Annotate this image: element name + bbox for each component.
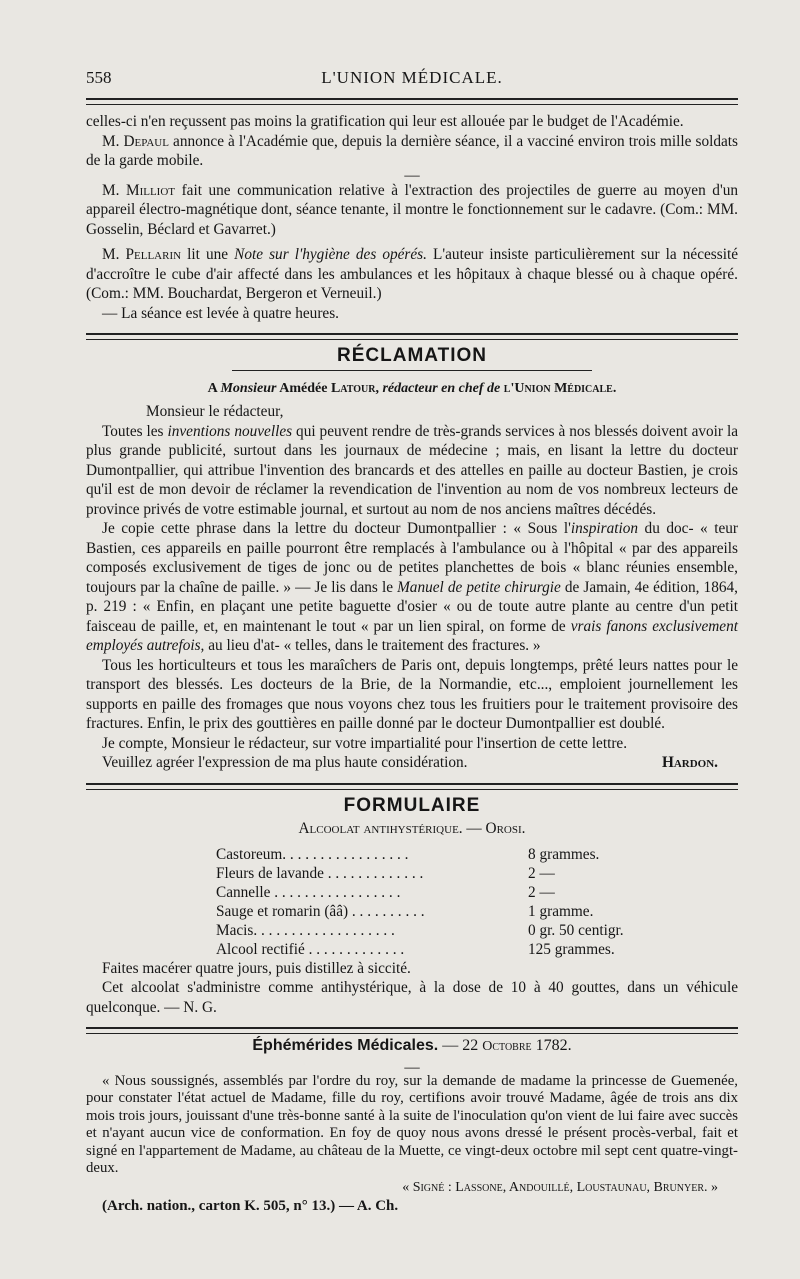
ingredient-quantity: 1 gramme.	[528, 902, 594, 920]
ingredient-quantity: 8 grammes.	[528, 845, 600, 863]
ingredient-name: Macis. . . . . . . . . . . . . . . . . . .	[216, 921, 395, 939]
emphasis: inspiration	[570, 520, 639, 537]
ephemerides-heading: Éphémérides Médicales.	[252, 1037, 439, 1054]
ingredient-name: Castoreum. . . . . . . . . . . . . . . . .	[216, 845, 409, 863]
ephemerides-date	[438, 1037, 571, 1054]
paragraph-text: du doc- « teur Bastien, ces appareils en paille pourront être remplacés à l'ambulance ou à l'hôpital « par des appareils composés exclusivement de tiges de jonc ou de petites planchettes de bois « blanc réunies ensemble, toujours par la chaîne de paille. » — Je lis dans le	[86, 520, 738, 596]
ingredient-quantity: 0 gr. 50 centigr.	[528, 921, 624, 939]
ingredient-row	[216, 864, 656, 883]
paragraph-text: Veuillez agréer l'expression de ma plus haute considération.	[102, 754, 468, 771]
separator-dash: —	[404, 1058, 420, 1076]
recipe-instruction: Faites macérer quatre jours, puis distillez à siccité.	[102, 959, 411, 977]
ephemerides-title	[86, 1036, 738, 1057]
ingredient-name: Alcool rectifié . . . . . . . . . . . . .	[216, 940, 405, 958]
letter-paragraph-2	[86, 519, 738, 656]
letter-paragraph-3: Tous les horticulteurs et tous les maraîchers de Paris ont, depuis longtemps, prêté leurs nattes pour le transport des blessés. Les docteurs de la Brie, de la Normandie, etc..., emploient journellement les supports en paille des fromages que nous voyons chez tous les fruitiers pour le traitement provisoire des fractures. Enfin, le prix des gouttières en paille donné par le docteur Dumontpallier est doublé.	[86, 656, 738, 732]
academy-paragraph-4	[86, 245, 738, 304]
date-part: 1782.	[531, 1037, 572, 1054]
date-month: Octobre	[482, 1039, 532, 1054]
running-head	[86, 68, 738, 92]
address-part: Monsieur	[220, 380, 277, 396]
title-underline	[232, 370, 592, 371]
date-part: — 22	[438, 1037, 483, 1054]
ingredient-quantity: 125 grammes.	[528, 940, 615, 958]
academy-paragraph-1: celles-ci n'en reçussent pas moins la gratification qui leur est allouée par le budget de l'Académie.	[86, 113, 684, 130]
address-part: A	[207, 380, 221, 396]
paragraph-text: de Jamain, 4e édition, 1864, p. 219 : « Enfin, en plaçant une petite baguette d'osier « ou de toute autre plante au centre d'un petit faisceau de paille, et, en maintenant le tout « par un lien spiral, on forme de	[86, 578, 738, 635]
header-rule	[86, 98, 738, 105]
recipe-title: Alcoolat antihystérique. — Orosi.	[298, 820, 526, 837]
paragraph-text: lit une	[181, 246, 235, 263]
emphasis: Manuel de petite chirurgie	[397, 578, 561, 596]
academy-paragraph-2	[86, 132, 738, 171]
page-body	[86, 112, 738, 1217]
letter-closing	[86, 753, 738, 773]
paragraph-text: annonce à l'Académie que, depuis la dernière séance, il a vacciné environ trois mille soldats de la garde mobile.	[86, 132, 738, 169]
salutation: Monsieur le rédacteur,	[146, 403, 284, 420]
separator-dash: —	[404, 166, 420, 184]
ingredient-row	[216, 845, 656, 864]
ephemerides-quote: « Nous soussignés, assemblés par l'ordre du roy, sur la demande de madame la princesse de Guemenée, pour constater l'état actuel de Madame, fille du roy, certifions avoir trouvé Madame, âgée de trois ans dix mois trois jours, jouissant d'une très-bonne santé à la suite de l'inoculation qu'on vient de lui faire avec succès et n'ayant aucun vice de conformation. En foy de quoy nous avons dressé le présent procès-verbal, fait et signé en l'appartement de Madame, au château de la Muette, ce vingt-deux octobre mil sept cent quatre-vingt-deux.	[86, 1072, 738, 1176]
ephemerides-signatories: « Signé : Lassone, Andouillé, Loustaunau, Brunyer. »	[402, 1179, 718, 1195]
address-part: rédacteur en chef de	[382, 380, 501, 396]
section-rule	[86, 1027, 738, 1034]
page-number: 558	[86, 68, 112, 87]
reclamation-title: RÉCLAMATION	[337, 345, 487, 366]
archive-reference: (Arch. nation., carton K. 505, n° 13.) — A. Ch.	[102, 1198, 399, 1214]
address-part: Amédée	[276, 380, 331, 396]
formulaire-title: FORMULAIRE	[343, 794, 481, 816]
emphasis: inventions nouvelles	[167, 422, 293, 440]
ingredient-row	[216, 883, 656, 902]
ingredient-name: Sauge et romarin (ââ) . . . . . . . . . .	[216, 902, 425, 920]
ingredient-quantity: 2 —	[528, 883, 555, 901]
letter-paragraph-1	[86, 422, 738, 520]
paragraph-text: au lieu d'at- « telles, dans le traitement des fractures. »	[204, 637, 541, 654]
section-rule	[86, 783, 738, 790]
recipe-dosage: Cet alcoolat s'administre comme antihystérique, à la dose de 10 à 40 gouttes, dans un véhicule quelconque. — N. G.	[86, 979, 738, 1016]
speaker-name: M. Milliot	[102, 181, 176, 199]
paragraph-text: qui peuvent rendre de très-grands services à nos blessés doivent avoir la plus grande publicité, surtout dans les journaux de médecine ; mais, en lisant la lettre du docteur Dumontpallier, qui attribue l'invention des brancards et des attelles en paille au docteur Bastien, je crois qu'il est de mon devoir de réclamer la revendication de l'invention au nom de vos nombreux lecteurs de province privés de votre estimable journal, et surtout au nom de nos anciens maîtres décédés.	[86, 422, 739, 518]
address-part: ,	[375, 380, 383, 396]
section-rule	[86, 333, 738, 340]
academy-paragraph-3	[86, 181, 738, 240]
signature: Hardon.	[661, 754, 718, 771]
journal-title: L'UNION MÉDICALE.	[321, 68, 503, 87]
speaker-name: M. Depaul	[102, 132, 169, 150]
emphasis: vrais fanons exclusivement employés autrefois,	[86, 617, 738, 654]
ingredient-list	[216, 845, 656, 959]
paragraph-text: Toutes les	[102, 422, 168, 440]
paragraph-text: Je copie cette phrase dans la lettre du docteur Dumontpallier : « Sous l'	[102, 520, 571, 537]
paragraph-text: fait une communication relative à l'extraction des projectiles de guerre au moyen d'un appareil électro-magnétique dont, séance tenante, il montre le fonctionnement sur le cadavre. (Com.: MM. Gosselin, Béclard et Gavarret.)	[86, 181, 738, 238]
ingredient-name: Cannelle . . . . . . . . . . . . . . . . .	[216, 883, 401, 901]
note-title: Note sur l'hygiène des opérés.	[234, 246, 427, 263]
address-part: Latour	[330, 380, 376, 396]
ingredient-quantity: 2 —	[528, 864, 555, 882]
address-part: l'Union Médicale.	[500, 380, 617, 396]
paragraph-text: L'auteur insiste particulièrement sur la nécessité d'accroître le cube d'air affecté dans les ambulances et les hôpitaux à chaque blessé ou à chaque opéré. (Com.: MM. Bouchardat, Bergeron et Verneuil.)	[86, 246, 738, 302]
ingredient-row	[216, 902, 656, 921]
ingredient-row	[216, 921, 656, 940]
ingredient-name: Fleurs de lavande . . . . . . . . . . . . .	[216, 864, 424, 882]
letter-address	[86, 379, 738, 399]
academy-paragraph-5: — La séance est levée à quatre heures.	[102, 304, 339, 322]
ingredient-row	[216, 940, 656, 959]
speaker-name: M. Pellarin	[102, 246, 182, 263]
letter-paragraph-4: Je compte, Monsieur le rédacteur, sur votre impartialité pour l'insertion de cette lettre.	[102, 734, 628, 752]
